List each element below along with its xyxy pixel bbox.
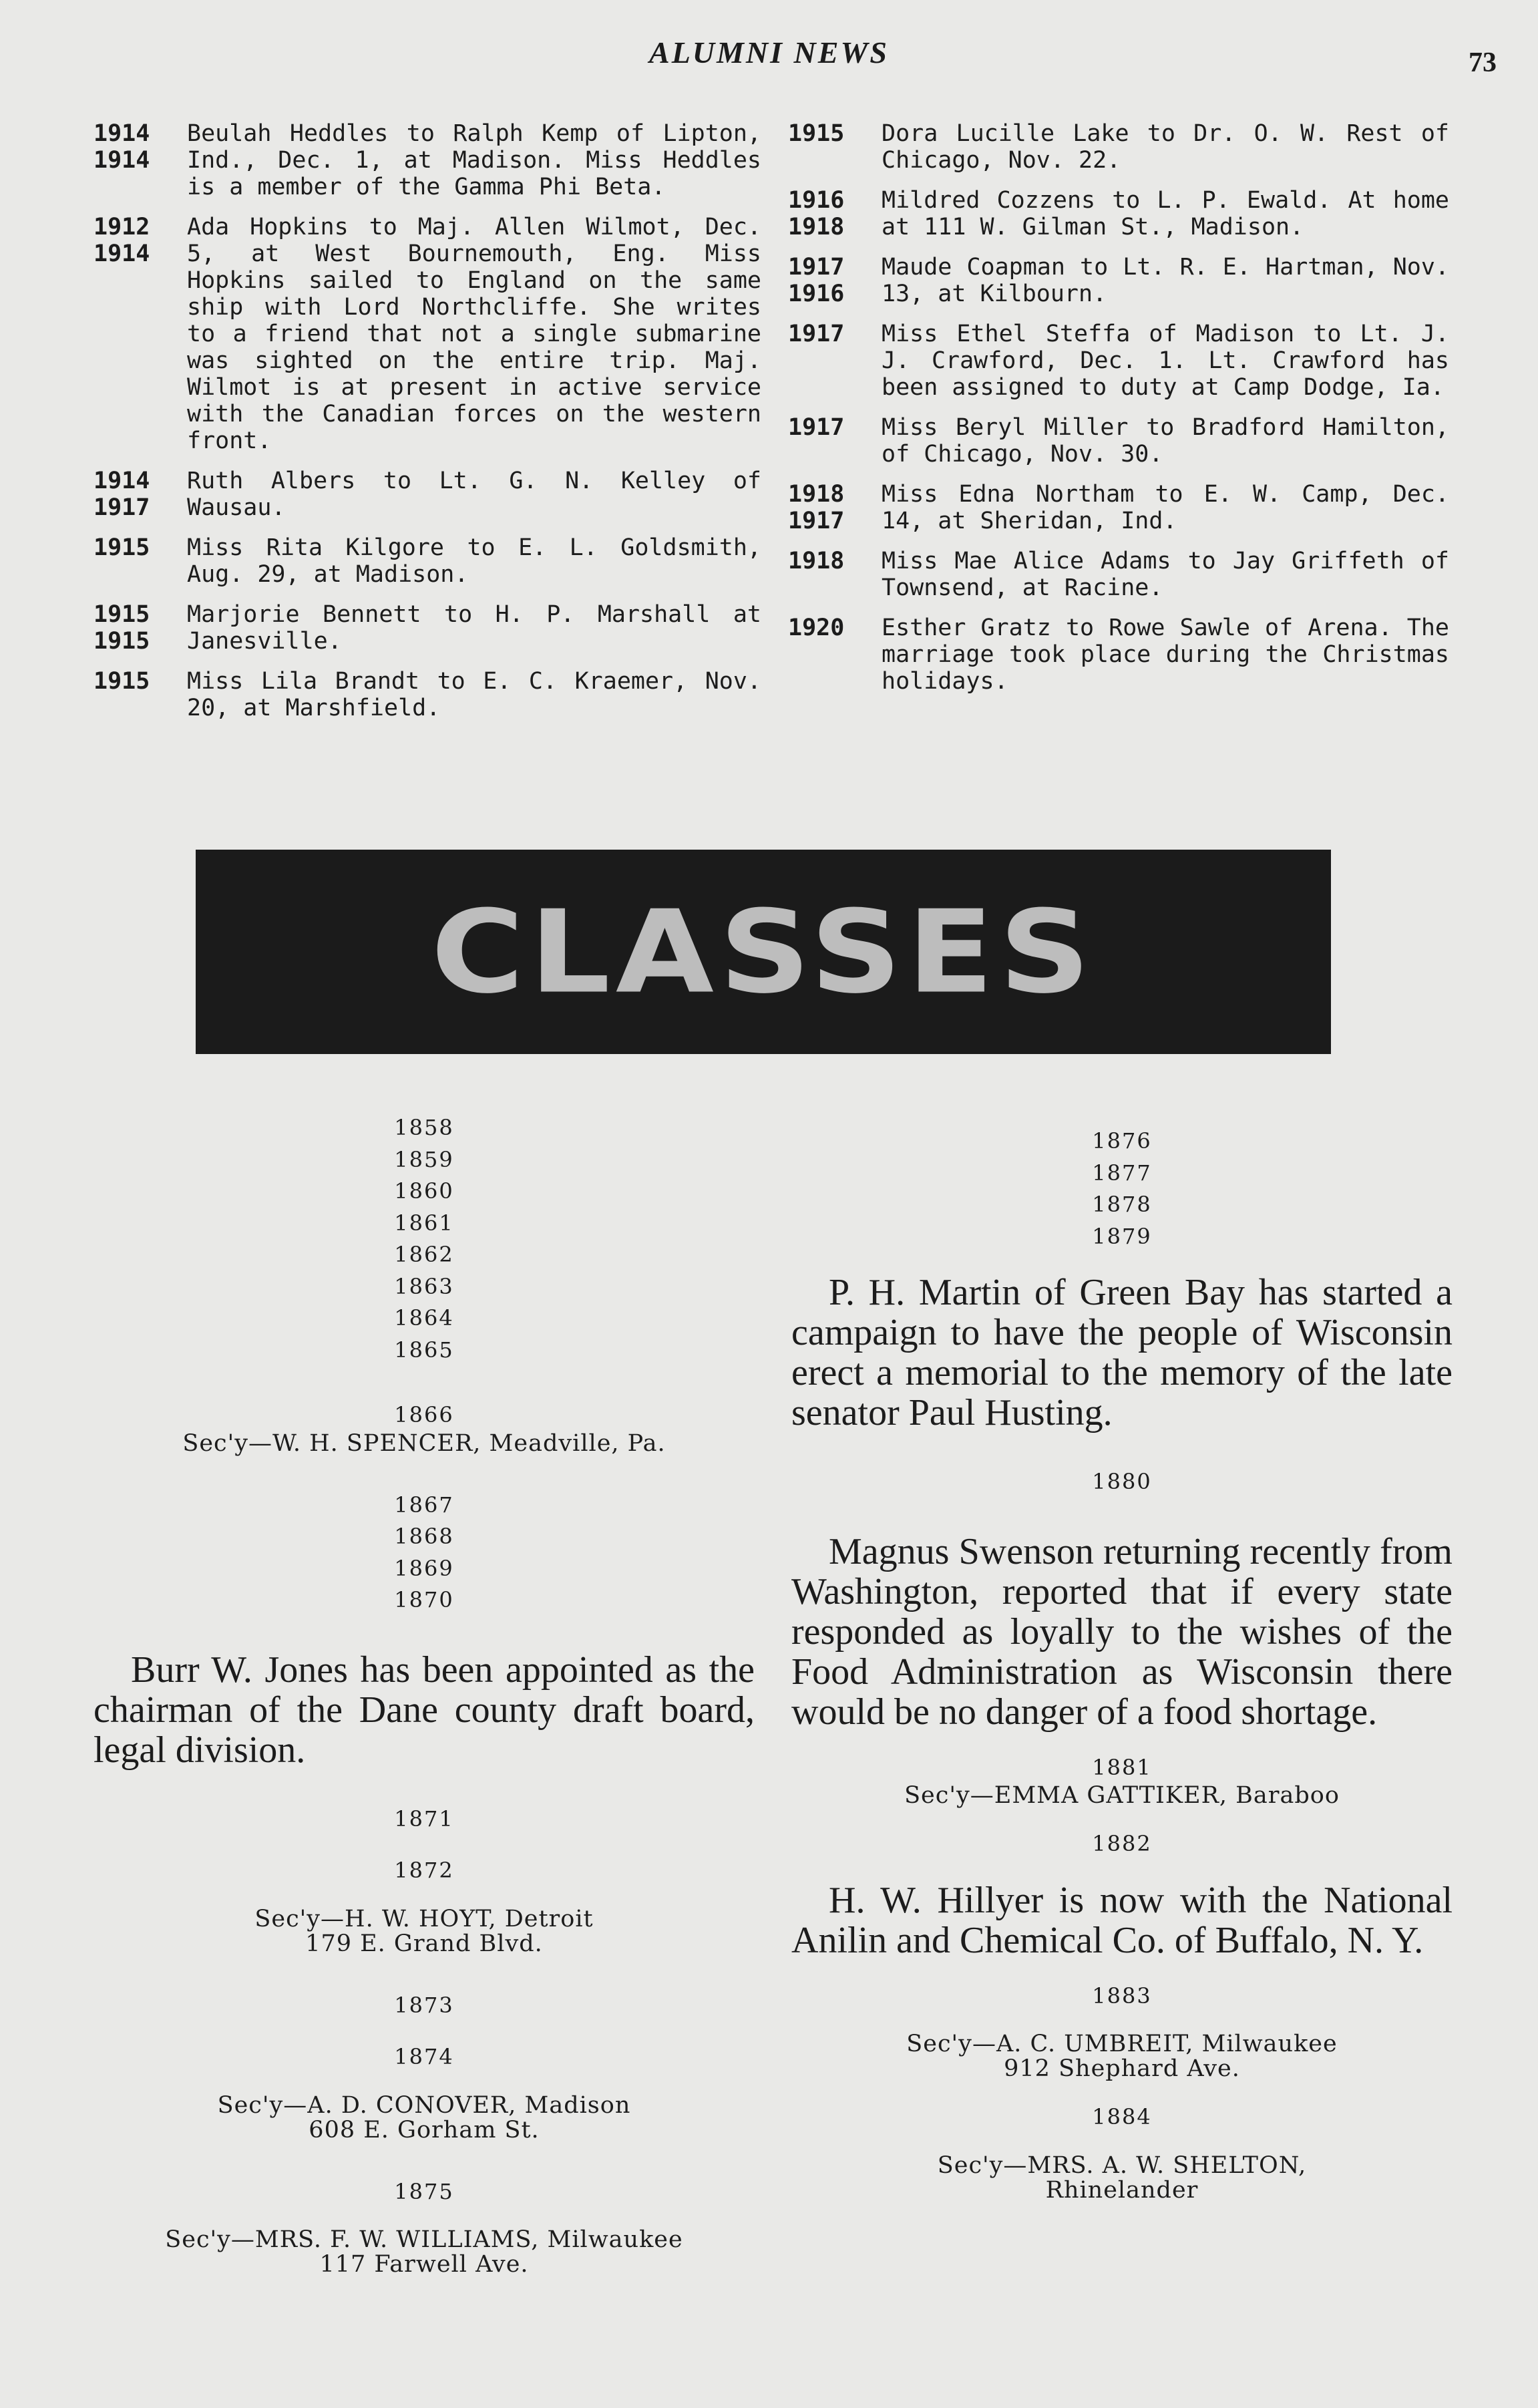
- marriage-text: Miss Lila Brandt to E. C. Kraemer, Nov. 20, at Marshfield.: [187, 668, 761, 721]
- marriage-text: Miss Beryl Miller to Bradford Hamilton, of Chicago, Nov. 30.: [882, 414, 1449, 468]
- class-year: 1882: [1092, 1831, 1152, 1856]
- class-secretary: Sec'y—MRS. A. W. SHELTON,: [937, 2152, 1307, 2179]
- class-year: 1915: [788, 120, 845, 147]
- marriage-text: Miss Edna Northam to E. W. Camp, Dec. 14, at Sheridan, Ind.: [882, 481, 1449, 534]
- class-year: 1859: [394, 1146, 454, 1172]
- class-year: 1867: [394, 1492, 454, 1518]
- class-year: 1914: [93, 147, 150, 174]
- marriages-left-column: [93, 120, 761, 735]
- class-secretary: Sec'y—EMMA GATTIKER, Baraboo: [904, 1782, 1340, 1809]
- classes-right-column: [791, 1126, 1453, 2203]
- class-year: 1869: [394, 1555, 454, 1581]
- class-year: 1878: [1092, 1192, 1152, 1217]
- marriage-entry: [788, 548, 1449, 601]
- class-secretary-address: 608 E. Gorham St.: [309, 2116, 540, 2143]
- class-year: 1874: [394, 2044, 454, 2069]
- marriage-text: Dora Lucille Lake to Dr. O. W. Rest of Chicago, Nov. 22.: [882, 120, 1449, 174]
- classes-banner-title: CLASSES: [431, 885, 1096, 1019]
- class-year: 1860: [394, 1178, 454, 1204]
- class-year: 1912: [93, 214, 150, 240]
- running-title: ALUMNI NEWS: [649, 35, 889, 69]
- class-year: 1862: [394, 1242, 454, 1267]
- class-secretary-address: 179 E. Grand Blvd.: [305, 1930, 543, 1957]
- marriage-entry: [788, 414, 1449, 468]
- class-year: 1883: [1092, 1983, 1152, 2009]
- class-year: 1868: [394, 1524, 454, 1549]
- marriage-entry: [93, 120, 761, 200]
- class-year: 1915: [93, 601, 150, 628]
- class-year: 1917: [788, 508, 845, 534]
- class-year: 1864: [394, 1305, 454, 1331]
- marriage-entry: [93, 668, 761, 721]
- class-year: 1918: [788, 548, 845, 574]
- class-year: 1861: [394, 1210, 454, 1236]
- marriage-text: Maude Coapman to Lt. R. E. Hartman, Nov. 13, at Kilbourn.: [882, 254, 1449, 307]
- class-year: 1917: [788, 321, 845, 347]
- class-news-item: H. W. Hillyer is now with the National Anilin and Chemical Co. of Buffalo, N. Y.: [791, 1879, 1453, 1961]
- class-year: 1863: [394, 1273, 454, 1299]
- class-year: 1865: [394, 1337, 454, 1363]
- class-secretary-address: 117 Farwell Ave.: [319, 2251, 529, 2278]
- marriage-entry: [788, 254, 1449, 307]
- marriage-text: Miss Rita Kilgore to E. L. Goldsmith, Aug. 29, at Madison.: [187, 534, 761, 588]
- class-secretary: Sec'y—A. C. UMBREIT, Milwaukee: [906, 2031, 1338, 2057]
- marriage-text: Mildred Cozzens to L. P. Ewald. At home at 111 W. Gilman St., Madison.: [882, 187, 1449, 240]
- class-year: 1916: [788, 187, 845, 214]
- classes-left-column: [93, 1112, 755, 2277]
- marriage-text: Esther Gratz to Rowe Sawle of Arena. The marriage took place during the Christmas holidays.: [882, 615, 1449, 695]
- marriage-entry: [788, 615, 1449, 695]
- class-year: 1920: [788, 615, 845, 641]
- classes-banner: [196, 850, 1331, 1054]
- class-secretary-address: Rhinelander: [1045, 2176, 1199, 2204]
- class-year: 1917: [93, 494, 150, 521]
- marriage-entry: [788, 481, 1449, 534]
- marriage-entry: [93, 214, 761, 454]
- marriage-text: Beulah Heddles to Ralph Kemp of Lipton, Ind., Dec. 1, at Madison. Miss Heddles is a member of the Gamma Phi Beta.: [187, 120, 761, 200]
- class-secretary: Sec'y—W. H. SPENCER, Meadville, Pa.: [182, 1429, 666, 1457]
- class-year: 1884: [1092, 2104, 1152, 2129]
- class-year: 1875: [394, 2178, 454, 2204]
- class-year: 1917: [788, 254, 845, 281]
- class-year: 1880: [1092, 1469, 1152, 1494]
- class-year: 1914: [93, 468, 150, 494]
- class-year: 1917: [788, 414, 845, 441]
- marriage-entry: [788, 120, 1449, 174]
- class-year: 1879: [1092, 1223, 1152, 1249]
- class-year: 1877: [1092, 1160, 1152, 1186]
- class-year: 1858: [394, 1115, 454, 1140]
- class-year: 1871: [394, 1805, 454, 1832]
- class-year: 1872: [394, 1858, 454, 1883]
- class-year: 1916: [788, 281, 845, 307]
- class-year: 1866: [394, 1402, 454, 1427]
- marriage-text: Marjorie Bennett to H. P. Marshall at Janesville.: [187, 601, 761, 655]
- marriage-text: Ruth Albers to Lt. G. N. Kelley of Wausau.: [187, 468, 761, 521]
- class-year: 1915: [93, 628, 150, 655]
- class-year: 1914: [93, 120, 150, 147]
- class-secretary: Sec'y—MRS. F. W. WILLIAMS, Milwaukee: [165, 2226, 683, 2253]
- marriage-entry: [93, 601, 761, 655]
- marriage-entry: [788, 187, 1449, 240]
- marriage-entry: [93, 534, 761, 588]
- class-year: 1881: [1092, 1754, 1152, 1780]
- marriages-right-column: [788, 120, 1449, 708]
- class-year: 1876: [1092, 1128, 1152, 1154]
- class-year: 1870: [394, 1587, 454, 1612]
- class-year: 1918: [788, 214, 845, 240]
- marriage-text: Miss Mae Alice Adams to Jay Griffeth of Townsend, at Racine.: [882, 548, 1449, 601]
- class-year: 1914: [93, 240, 150, 267]
- marriage-text: Ada Hopkins to Maj. Allen Wilmot, Dec. 5, at West Bournemouth, Eng. Miss Hopkins sailed to England on the same ship with Lord Northcliffe. She writes to a friend that not a single submarine was sighted on the entire trip. Maj. Wilmot is at present in active service with the Canadian forces on the western front.: [187, 214, 761, 454]
- class-year: 1915: [93, 668, 150, 695]
- class-news-item: Burr W. Jones has been appointed as the chairman of the Dane county draft board, legal division.: [93, 1649, 755, 1771]
- class-year: 1873: [394, 1992, 454, 2018]
- class-year: 1918: [788, 481, 845, 508]
- marriage-entry: [788, 321, 1449, 401]
- class-news-item: Magnus Swenson returning recently from Washington, reported that if every state responded as loyally to the wishes of the Food Administration as Wisconsin there would be no danger of a food shortage.: [791, 1530, 1453, 1733]
- page-number: 73: [1469, 47, 1497, 78]
- marriage-entry: [93, 468, 761, 521]
- class-secretary-address: 912 Shephard Ave.: [1004, 2055, 1240, 2082]
- class-secretary: Sec'y—H. W. HOYT, Detroit: [254, 1905, 594, 1932]
- class-news-item: P. H. Martin of Green Bay has started a campaign to have the people of Wisconsin erect a memorial to the memory of the late senator Paul Husting.: [791, 1272, 1453, 1433]
- class-year: 1915: [93, 534, 150, 561]
- marriage-text: Miss Ethel Steffa of Madison to Lt. J. J. Crawford, Dec. 1. Lt. Crawford has been assigned to duty at Camp Dodge, Ia.: [882, 321, 1449, 401]
- class-secretary: Sec'y—A. D. CONOVER, Madison: [217, 2091, 631, 2119]
